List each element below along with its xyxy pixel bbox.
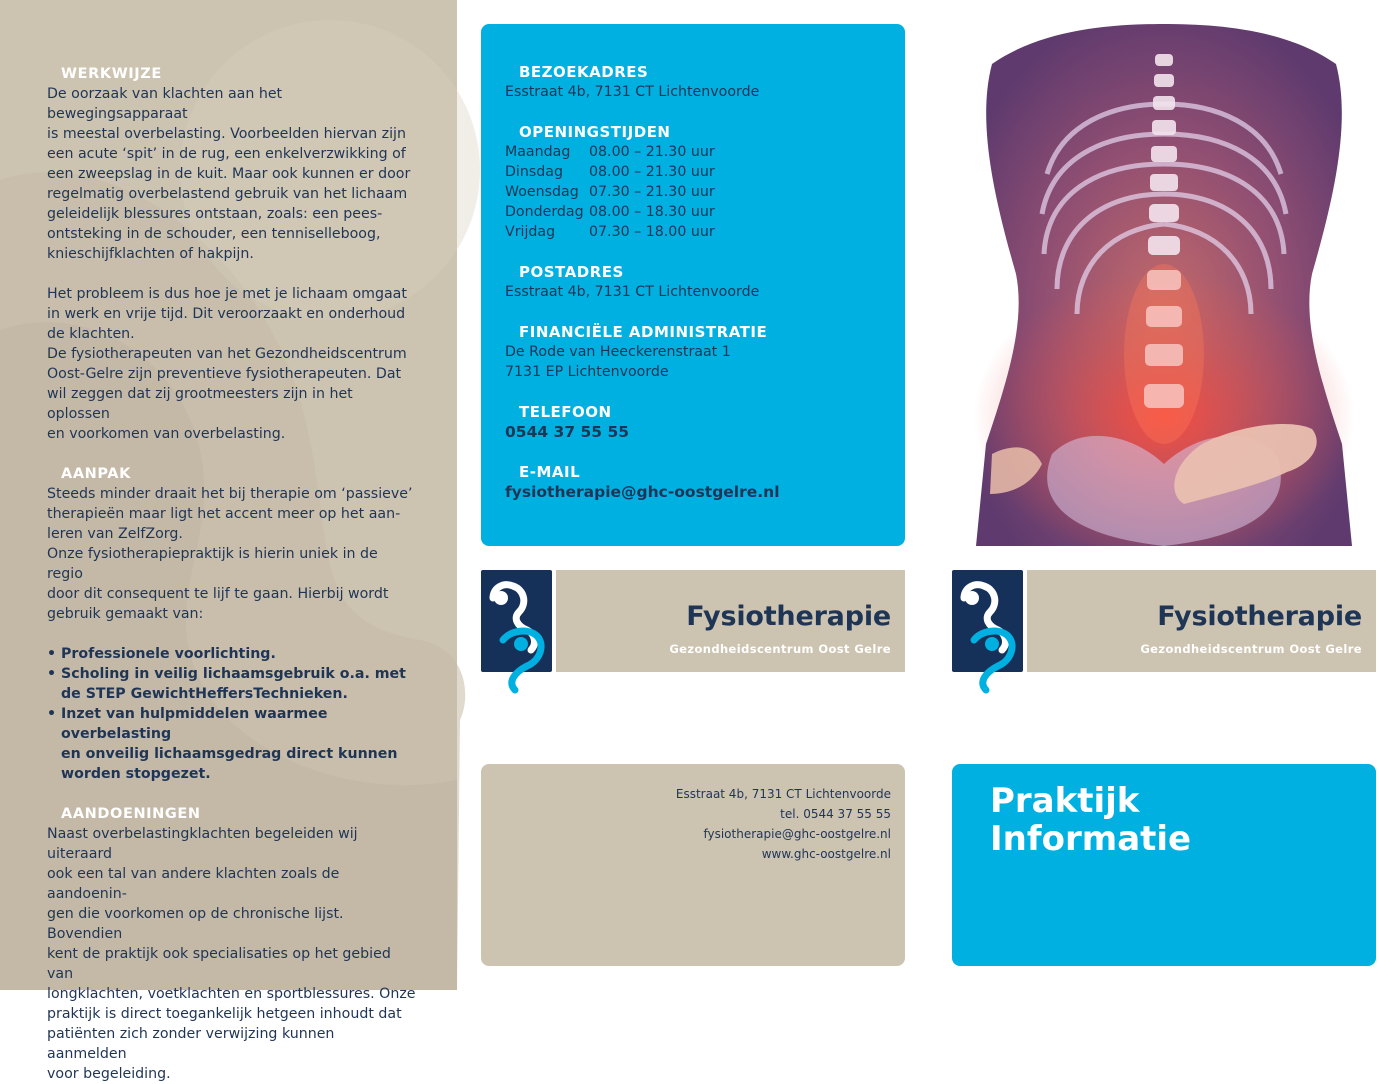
brand-title: Fysiotherapie: [1157, 601, 1362, 632]
text-line: • Scholing in veilig lichaamsgebruik o.a. met: [61, 666, 406, 682]
bullet-item: [47, 664, 417, 704]
werkwijze-paragraph-1: [47, 84, 417, 264]
hours-day: Vrijdag: [505, 224, 556, 240]
hours-day: Maandag: [505, 144, 571, 160]
text-line: leren van ZelfZorg.: [47, 526, 183, 542]
hours-day: Dinsdag: [505, 164, 563, 180]
financiele-line-2: 7131 EP Lichtenvoorde: [505, 364, 669, 380]
text-line: ook een tal van andere klachten zoals de aandoenin-: [47, 866, 340, 902]
text-line: patiënten zich zonder verwijzing kunnen aanmelden: [47, 1026, 335, 1062]
text-line: knieschijfklachten of hakpijn.: [47, 246, 254, 262]
text-line: praktijk is direct toegankelijk hetgeen inhoudt dat: [47, 1006, 402, 1022]
people-logo-icon: [952, 570, 1023, 692]
brand-subtitle: Gezondheidscentrum Oost Gelre: [669, 642, 891, 656]
website-link[interactable]: www.ghc-oostgelre.nl: [761, 847, 891, 861]
text-line: de klachten.: [47, 326, 135, 342]
address-line: Esstraat 4b, 7131 CT Lichtenvoorde: [675, 787, 891, 801]
bullet-item: [47, 644, 417, 664]
email-heading: E-MAIL: [519, 463, 581, 481]
title-box: [1027, 570, 1376, 672]
text-line: De fysiotherapeuten van het Gezondheidscentrum: [47, 346, 407, 362]
cover-title-line-2: Informatie: [990, 819, 1192, 859]
text-line: geleidelijk blessures ontstaan, zoals: een pees-: [47, 206, 383, 222]
text-line: Onze fysiotherapiepraktijk is hierin uniek in de regio: [47, 546, 378, 582]
text-line: gebruik gemaakt van:: [47, 606, 204, 622]
left-text-column: [47, 64, 417, 1084]
brand-title: Fysiotherapie: [686, 601, 891, 632]
text-line: de STEP GewichtHeffersTechnieken.: [61, 686, 348, 702]
text-line: Naast overbelastingklachten begeleiden wij uiteraard: [47, 826, 358, 862]
title-box: [556, 570, 905, 672]
bullet-item: [47, 704, 417, 784]
aandoeningen-paragraph: [47, 824, 417, 1084]
text-line: voor begeleiding.: [47, 1066, 171, 1082]
text-line: longklachten, voetklachten en sportblessures. Onze: [47, 986, 416, 1002]
bezoekadres-text: Esstraat 4b, 7131 CT Lichtenvoorde: [505, 84, 760, 100]
text-line: • Inzet van hulpmiddelen waarmee overbelasting: [61, 706, 328, 742]
text-line: regelmatig overbelastend gebruik van het lichaam: [47, 186, 408, 202]
logo-banner-left: [481, 570, 905, 672]
spine-xray-image: [952, 24, 1376, 546]
back-illustration: [952, 24, 1376, 546]
text-line: en onveilig lichaamsgedrag direct kunnen: [61, 746, 398, 762]
text-line: worden stopgezet.: [61, 766, 211, 782]
hours-day: Woensdag: [505, 184, 579, 200]
text-line: Het probleem is dus hoe je met je lichaam omgaat: [47, 286, 407, 302]
openingstijden-heading: OPENINGSTIJDEN: [519, 123, 671, 141]
hours-time: 08.00 – 18.30 uur: [589, 204, 715, 220]
text-line: Oost-Gelre zijn preventieve fysiotherapeuten. Dat: [47, 366, 402, 382]
address-card: [481, 764, 905, 966]
text-line: therapieën maar ligt het accent meer op het aan-: [47, 506, 401, 522]
email-line[interactable]: fysiotherapie@ghc-oostgelre.nl: [703, 827, 891, 841]
logo-mark: [481, 570, 552, 672]
text-line: een acute ‘spit’ in de rug, een enkelverzwikking of: [47, 146, 406, 162]
financiele-heading: FINANCIËLE ADMINISTRATIE: [519, 323, 768, 341]
left-info-panel: [0, 0, 457, 1082]
hours-time: 07.30 – 18.00 uur: [589, 224, 715, 240]
telefoon-heading: TELEFOON: [519, 403, 612, 421]
text-line: is meestal overbelasting. Voorbeelden hiervan zijn: [47, 126, 406, 142]
logo-mark: [952, 570, 1023, 672]
bezoekadres-heading: BEZOEKADRES: [519, 63, 649, 81]
werkwijze-paragraph-2: [47, 284, 417, 444]
brand-subtitle: Gezondheidscentrum Oost Gelre: [1140, 642, 1362, 656]
praktijk-informatie-card: [952, 764, 1376, 966]
text-line: ontsteking in de schouder, een tenniselleboog,: [47, 226, 381, 242]
aanpak-heading: AANPAK: [61, 466, 131, 482]
aanpak-paragraph: [47, 484, 417, 624]
text-line: in werk en vrije tijd. Dit veroorzaakt en onderhoud: [47, 306, 406, 322]
hours-day: Donderdag: [505, 204, 584, 220]
financiele-line-1: De Rode van Heeckerenstraat 1: [505, 344, 731, 360]
aanpak-bullet-list: [47, 644, 417, 784]
text-line: Steeds minder draait het bij therapie om ‘passieve’: [47, 486, 413, 502]
contact-panel: [481, 24, 905, 546]
text-line: en voorkomen van overbelasting.: [47, 426, 286, 442]
hours-time: 08.00 – 21.30 uur: [589, 164, 715, 180]
people-logo-icon: [481, 570, 552, 692]
hours-time: 08.00 – 21.30 uur: [589, 144, 715, 160]
text-line: kent de praktijk ook specialisaties op het gebied van: [47, 946, 391, 982]
telefoon-number[interactable]: 0544 37 55 55: [505, 423, 630, 441]
postadres-heading: POSTADRES: [519, 263, 624, 281]
opening-hours-table: [505, 142, 905, 242]
logo-banner-right: [952, 570, 1376, 672]
text-line: De oorzaak van klachten aan het bewegingsapparaat: [47, 86, 283, 122]
cover-title-line-1: Praktijk: [990, 781, 1140, 821]
email-link[interactable]: fysiotherapie@ghc-oostgelre.nl: [505, 483, 780, 501]
text-line: gen die voorkomen op de chronische lijst. Bovendien: [47, 906, 344, 942]
hours-time: 07.30 – 21.30 uur: [589, 184, 715, 200]
phone-line[interactable]: tel. 0544 37 55 55: [780, 807, 891, 821]
postadres-text: Esstraat 4b, 7131 CT Lichtenvoorde: [505, 284, 760, 300]
werkwijze-heading: WERKWIJZE: [61, 66, 162, 82]
aandoeningen-heading: AANDOENINGEN: [61, 806, 201, 822]
text-line: • Professionele voorlichting.: [61, 646, 276, 662]
text-line: een zweepslag in de kuit. Maar ook kunnen er door: [47, 166, 411, 182]
text-line: wil zeggen dat zij grootmeesters zijn in het oplossen: [47, 386, 353, 422]
text-line: door dit consequent te lijf te gaan. Hierbij wordt: [47, 586, 389, 602]
